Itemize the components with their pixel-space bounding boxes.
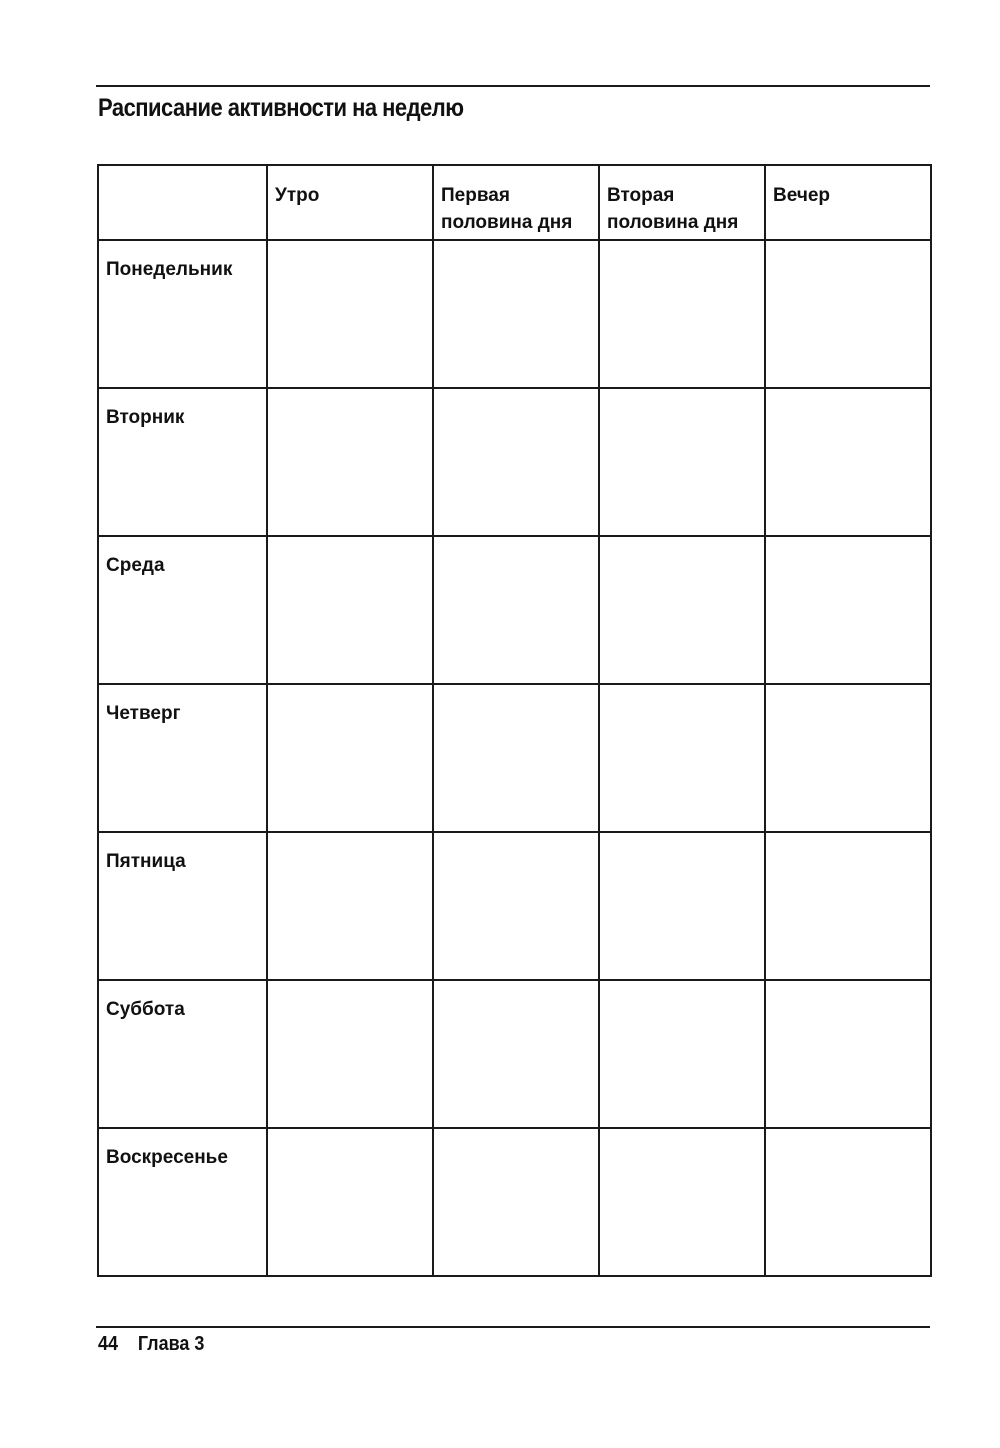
friday-second-half-cell[interactable] [599, 832, 765, 980]
day-label-cell: Среда [98, 536, 267, 684]
table-row-wednesday [98, 536, 931, 684]
page-number: 44 [98, 1333, 119, 1355]
monday-first-half-cell[interactable] [433, 240, 599, 388]
monday-morning-cell[interactable] [267, 240, 433, 388]
page-title: Расписание активности на неделю [98, 94, 464, 122]
tuesday-first-half-cell[interactable] [433, 388, 599, 536]
sunday-evening-cell[interactable] [765, 1128, 931, 1276]
thursday-morning-cell[interactable] [267, 684, 433, 832]
chapter-label: Глава 3 [137, 1333, 205, 1355]
day-label-cell: Суббота [98, 980, 267, 1128]
table-row-sunday [98, 1128, 931, 1276]
friday-evening-cell[interactable] [765, 832, 931, 980]
weekly-schedule-table [97, 164, 932, 1277]
tuesday-evening-cell[interactable] [765, 388, 931, 536]
wednesday-first-half-cell[interactable] [433, 536, 599, 684]
page-footer [98, 1333, 204, 1356]
header-morning: Утро [267, 165, 433, 240]
bottom-rule [96, 1326, 930, 1328]
sunday-morning-cell[interactable] [267, 1128, 433, 1276]
saturday-second-half-cell[interactable] [599, 980, 765, 1128]
header-second-half-day: Вторая половина дня [599, 165, 765, 240]
friday-first-half-cell[interactable] [433, 832, 599, 980]
table-row-thursday [98, 684, 931, 832]
day-label-cell: Вторник [98, 388, 267, 536]
day-label-cell: Понедельник [98, 240, 267, 388]
header-evening: Вечер [765, 165, 931, 240]
table-row-saturday [98, 980, 931, 1128]
tuesday-morning-cell[interactable] [267, 388, 433, 536]
table-row-monday [98, 240, 931, 388]
wednesday-evening-cell[interactable] [765, 536, 931, 684]
friday-morning-cell[interactable] [267, 832, 433, 980]
monday-evening-cell[interactable] [765, 240, 931, 388]
sunday-second-half-cell[interactable] [599, 1128, 765, 1276]
saturday-evening-cell[interactable] [765, 980, 931, 1128]
saturday-morning-cell[interactable] [267, 980, 433, 1128]
thursday-evening-cell[interactable] [765, 684, 931, 832]
thursday-second-half-cell[interactable] [599, 684, 765, 832]
header-first-half-day: Первая половина дня [433, 165, 599, 240]
monday-second-half-cell[interactable] [599, 240, 765, 388]
table-row-tuesday [98, 388, 931, 536]
top-rule [96, 85, 930, 87]
saturday-first-half-cell[interactable] [433, 980, 599, 1128]
wednesday-second-half-cell[interactable] [599, 536, 765, 684]
tuesday-second-half-cell[interactable] [599, 388, 765, 536]
day-label-cell: Четверг [98, 684, 267, 832]
wednesday-morning-cell[interactable] [267, 536, 433, 684]
thursday-first-half-cell[interactable] [433, 684, 599, 832]
table-row-friday [98, 832, 931, 980]
table-header-row [98, 165, 931, 240]
day-label-cell: Воскресенье [98, 1128, 267, 1276]
sunday-first-half-cell[interactable] [433, 1128, 599, 1276]
header-corner-cell [98, 165, 267, 240]
day-label-cell: Пятница [98, 832, 267, 980]
